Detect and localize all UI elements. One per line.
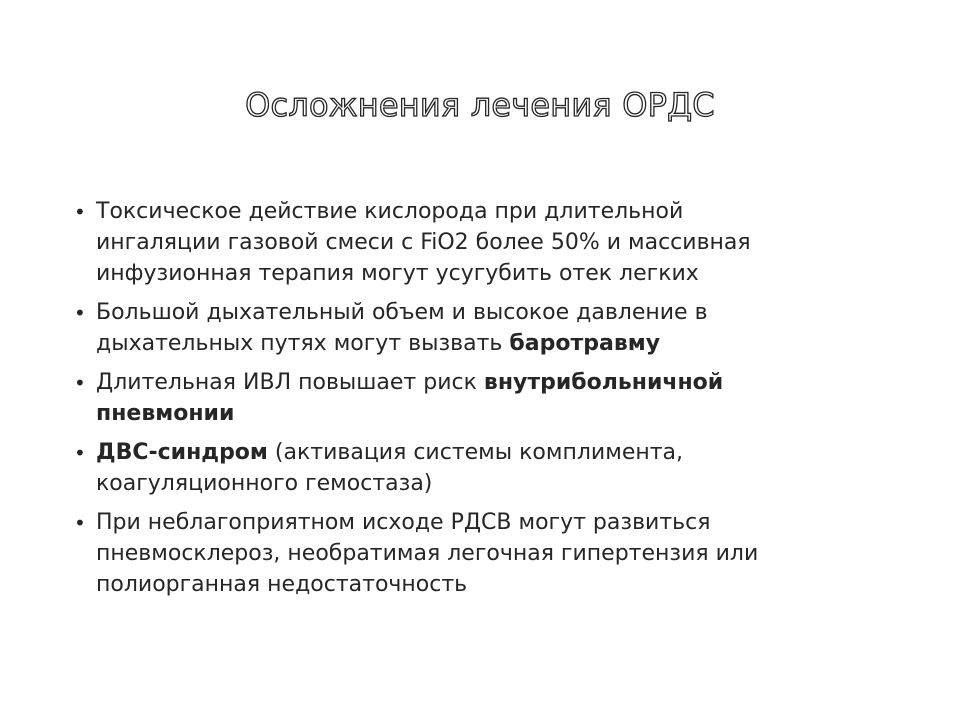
bullet-text-line: пневмосклероз, необратимая легочная гипертензия или <box>96 541 759 566</box>
bullet-emphasis: ДВС-синдром <box>96 440 268 465</box>
bullet-item-outcome <box>74 507 894 600</box>
slide-title: Осложнения лечения ОРДС <box>245 86 715 124</box>
bullet-item-barotrauma <box>74 297 894 359</box>
bullet-emphasis: внутрибольничной <box>483 370 724 395</box>
bullet-icon: • <box>74 200 86 224</box>
bullet-text-line: ингаляции газовой смеси с FiO2 более 50% и массивная <box>96 230 751 255</box>
bullet-icon: • <box>74 301 86 325</box>
bullet-text-line <box>96 328 894 359</box>
bullet-icon: • <box>74 371 86 395</box>
bullet-text-line: коагуляционного гемостаза) <box>96 471 433 496</box>
bullet-text-line <box>96 367 894 398</box>
bullet-list <box>74 196 894 608</box>
bullet-text-line: инфузионная терапия могут усугубить отек легких <box>96 261 699 286</box>
bullet-emphasis: баротравму <box>509 331 661 356</box>
bullet-item-oxygen-toxicity <box>74 196 894 289</box>
bullet-text-line: Токсическое действие кислорода при длительной <box>96 199 684 224</box>
bullet-text: дыхательных путях могут вызвать <box>96 331 510 356</box>
bullet-text-line: При неблагоприятном исходе РДСВ могут развиться <box>96 510 711 535</box>
bullet-item-dic-syndrome <box>74 437 894 499</box>
bullet-icon: • <box>74 511 86 535</box>
bullet-text: Длительная ИВЛ повышает риск <box>96 370 484 395</box>
bullet-emphasis-line: пневмонии <box>96 401 235 426</box>
bullet-text-line: полиорганная недостаточность <box>96 572 468 597</box>
bullet-text-line: Большой дыхательный объем и высокое давление в <box>96 300 708 325</box>
bullet-item-pneumonia <box>74 367 894 429</box>
bullet-icon: • <box>74 441 86 465</box>
bullet-text-line <box>96 437 894 468</box>
bullet-text: (активация системы комплимента, <box>267 440 684 465</box>
